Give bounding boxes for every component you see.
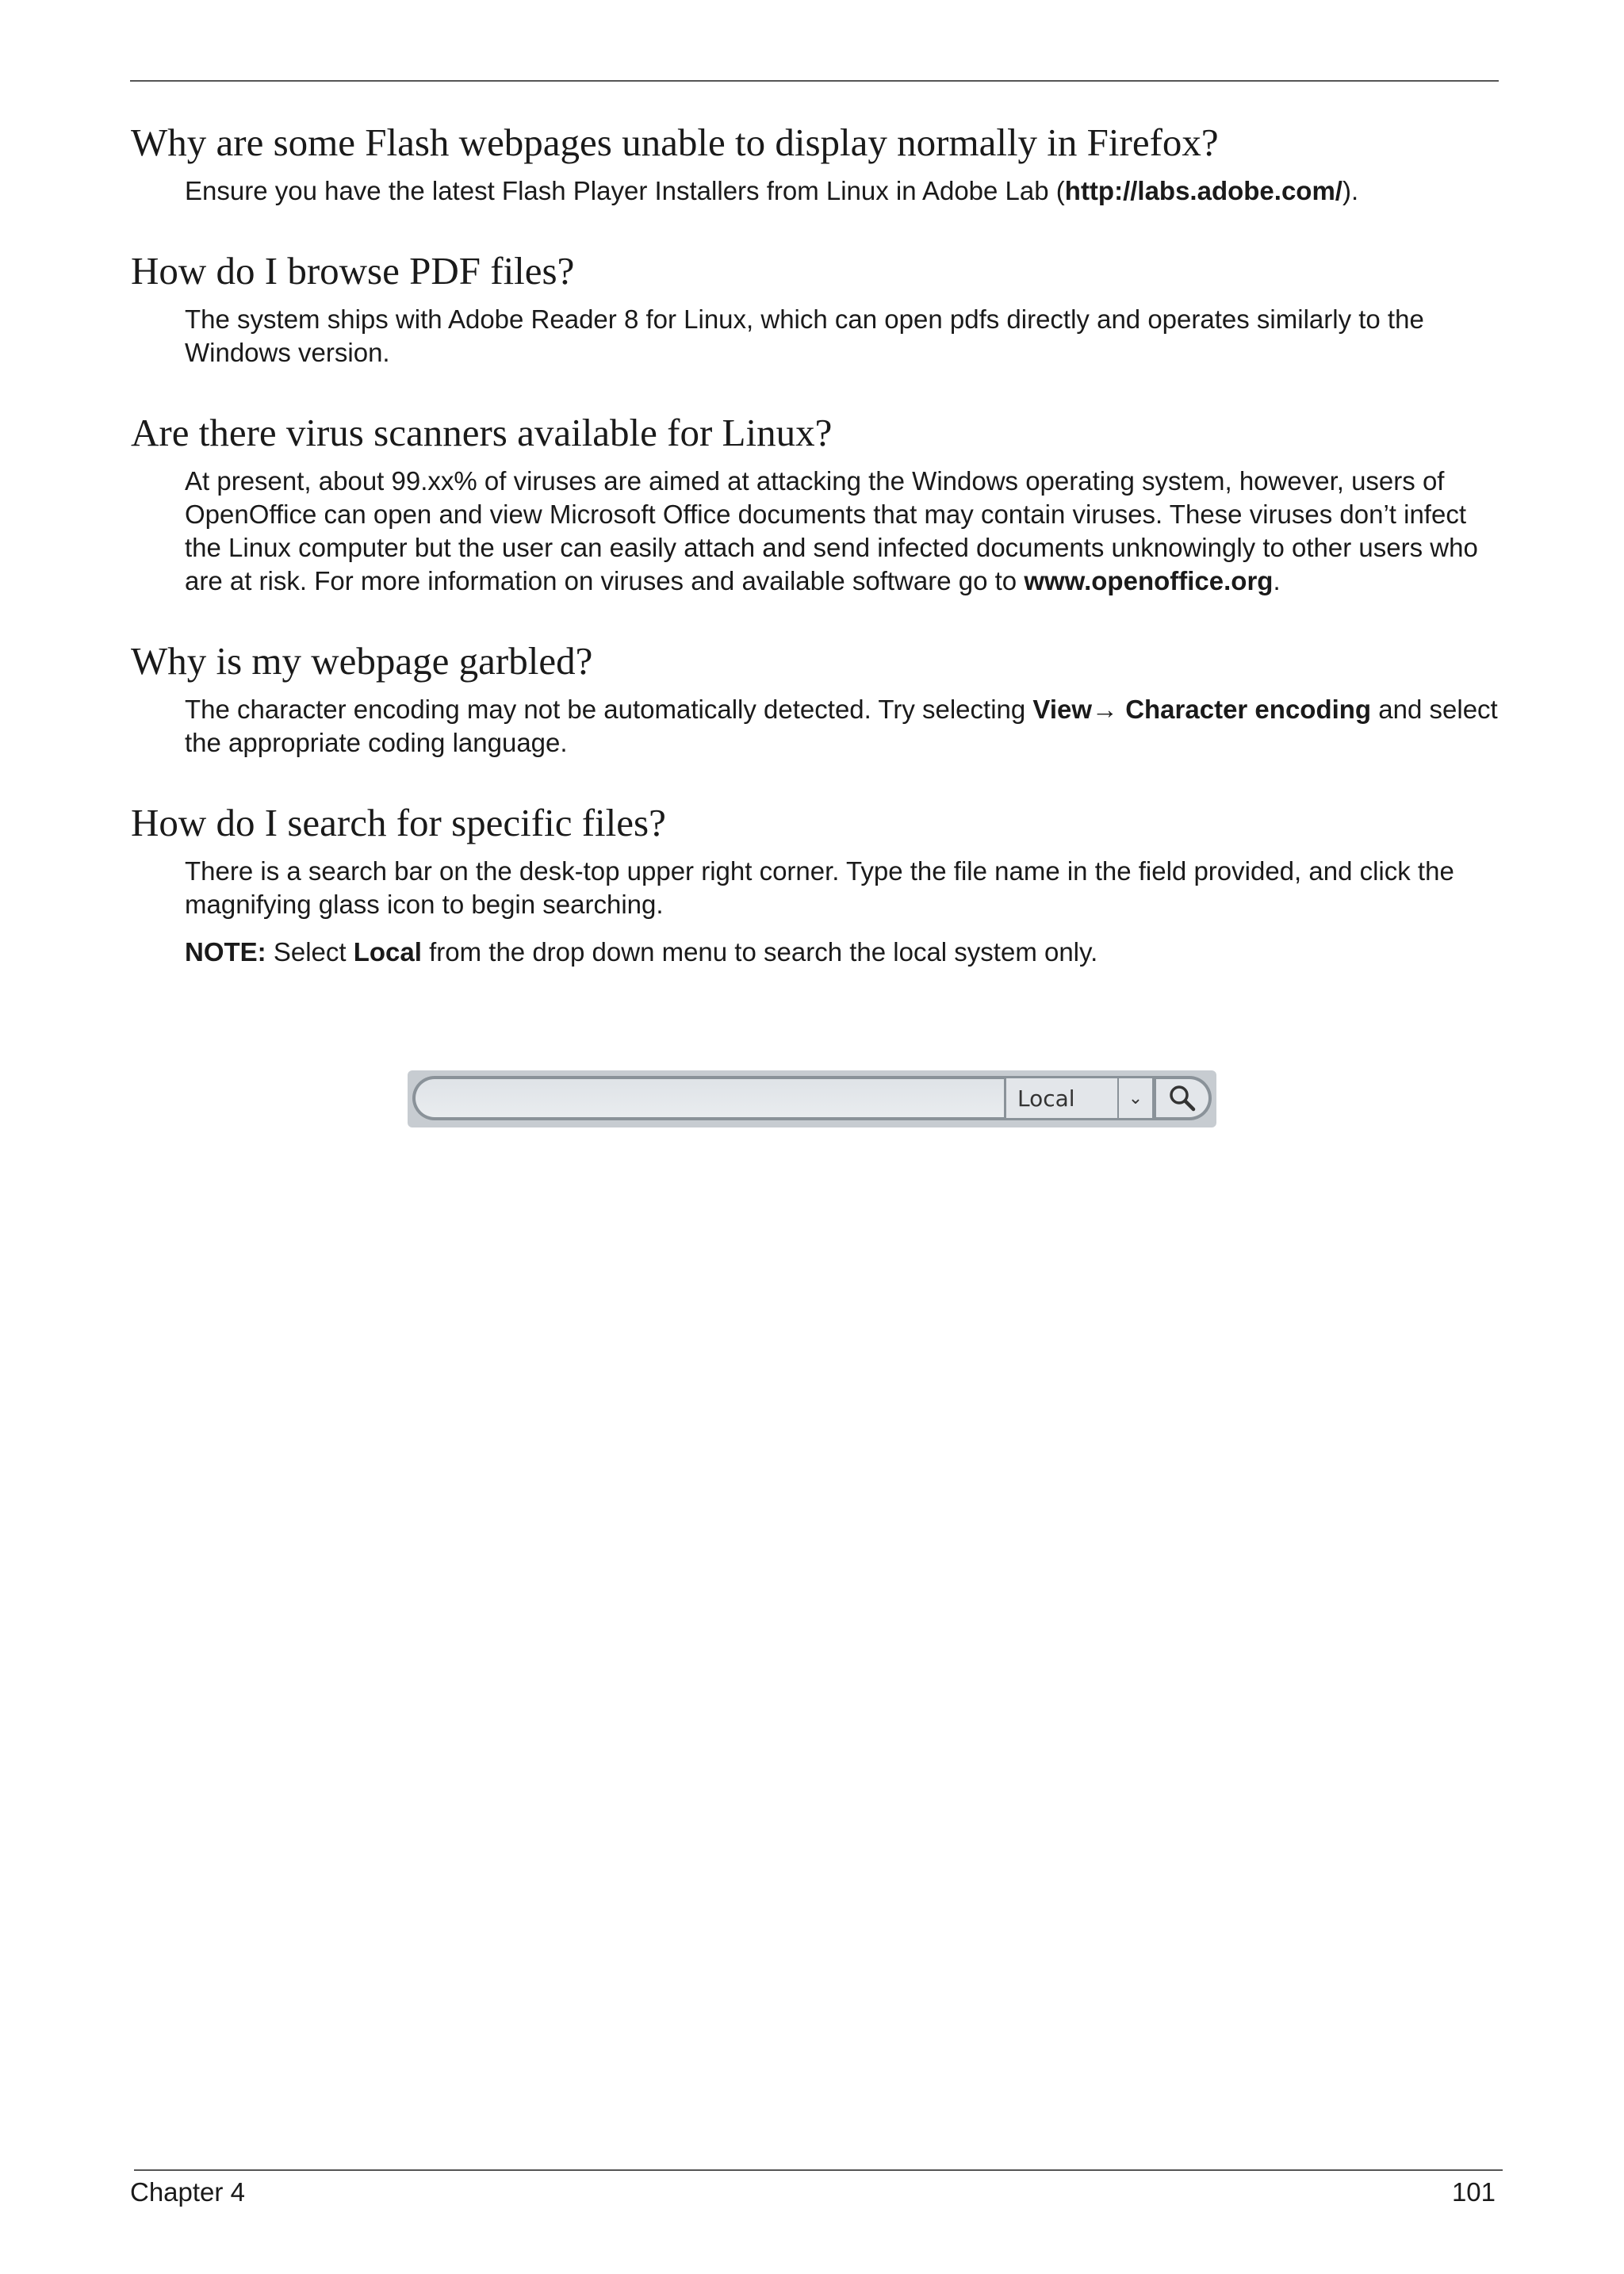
chevron-down-icon: ⌄ <box>1128 1088 1143 1108</box>
page-number: 101 <box>1451 2177 1496 2207</box>
search-scope-value: Local <box>1017 1085 1075 1112</box>
header-rule <box>130 80 1499 82</box>
footer-rule <box>134 2169 1503 2171</box>
faq-question: Why is my webpage garbled? <box>131 639 593 683</box>
note-label: NOTE: <box>185 937 266 967</box>
faq-answer: There is a search bar on the desk-top upper right corner. Type the file name in the field provided, and click the magnifying glass icon to begin searching. <box>185 856 1454 919</box>
search-scope-dropdown[interactable] <box>1004 1076 1155 1120</box>
faq-answer: The character encoding may not be automatically detected. Try selecting View→ Character encoding and select the appropriate coding language. <box>185 695 1498 757</box>
footer-chapter: Chapter 4 <box>130 2177 245 2207</box>
faq-question: Are there virus scanners available for Linux? <box>131 411 833 454</box>
faq-answer: The system ships with Adobe Reader 8 for Linux, which can open pdfs directly and operates similarly to the Windows version. <box>185 304 1424 367</box>
search-bar-figure <box>408 1070 1216 1127</box>
arrow-right-icon: → <box>1092 695 1126 724</box>
faq-question: How do I browse PDF files? <box>131 249 575 293</box>
note: NOTE: Select Local from the drop down menu to search the local system only. <box>185 937 1098 967</box>
faq-question: How do I search for specific files? <box>131 801 666 844</box>
search-input[interactable] <box>412 1076 1004 1120</box>
magnifying-glass-icon <box>1168 1084 1197 1112</box>
search-button[interactable] <box>1155 1076 1212 1120</box>
faq-question: Why are some Flash webpages unable to display normally in Firefox? <box>131 121 1219 164</box>
faq-content <box>131 117 1503 969</box>
faq-answer: Ensure you have the latest Flash Player Installers from Linux in Adobe Lab (http://labs.adobe.com/). <box>185 176 1359 205</box>
openoffice-url: www.openoffice.org <box>1024 566 1274 595</box>
faq-answer: At present, about 99.xx% of viruses are aimed at attacking the Windows operating system, however, users of OpenOffice can open and view Microsoft Office documents that may contain viruses. These viruses don’t infect the Linux computer but the user can easily attach and send infected documents unknowingly to other users who are at risk. For more information on viruses and available software go to www.openoffice.org. <box>185 466 1478 595</box>
adobe-labs-url: http://labs.adobe.com/ <box>1064 176 1342 205</box>
